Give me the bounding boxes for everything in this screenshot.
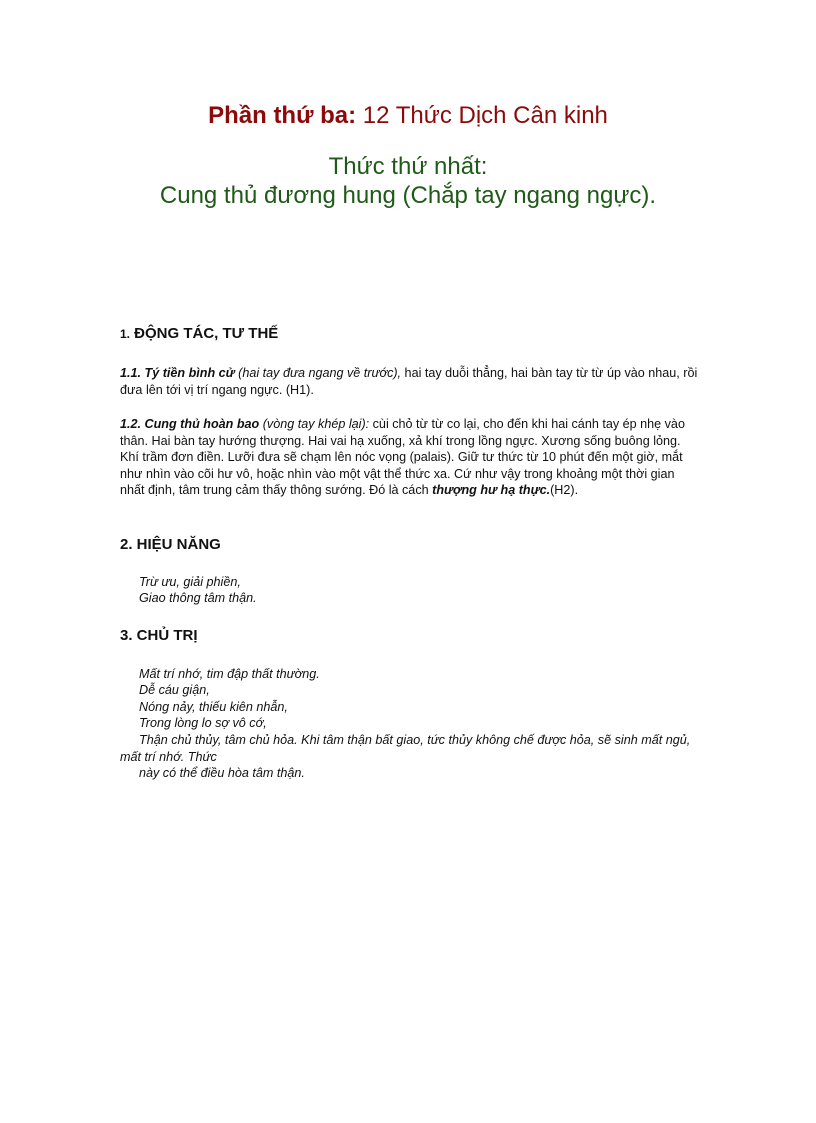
section2-line-1: Trừ ưu, giải phiền,: [139, 575, 241, 589]
part-title-rest: 12 Thức Dịch Cân kinh: [356, 102, 608, 129]
p12-lead: 1.2. Cung thủ hoàn bao: [120, 417, 260, 431]
p11-italic: (hai tay đưa ngang về trước),: [234, 366, 402, 380]
p11-rest: hai tay duỗi thẳng, hai bàn tay từ từ úp vào nhau, rồi đưa lên tới vị trí ngang ngực. (H1).: [120, 366, 698, 397]
p12-tail: (H2).: [550, 483, 579, 497]
section1-number: 1.: [120, 327, 131, 341]
section2-line-2: Giao thông tâm thận.: [139, 591, 257, 605]
section3-line-3: Nóng nảy, thiếu kiên nhẫn,: [139, 700, 288, 714]
exercise-title-line1: Thức thứ nhất:: [328, 153, 488, 180]
section3-line-1: Mất trí nhớ, tim đập thất thường.: [139, 667, 320, 681]
part-title: [0, 100, 816, 132]
p12-italic: (vòng tay khép lại):: [259, 417, 370, 431]
section3-last-line: này có thể điều hòa tâm thận.: [139, 766, 305, 780]
part-title-bold: Phần thứ ba:: [208, 102, 357, 129]
section3-heading: 3. CHỦ TRỊ: [120, 627, 198, 644]
section1-heading-text: ĐỘNG TÁC, TƯ THẾ: [130, 325, 279, 342]
p12-tail-bold: thượng hư hạ thực.: [432, 483, 551, 497]
p12-rest: cùi chỏ từ từ co lại, cho đến khi hai cánh tay ép nhẹ vào thân. Hai bàn tay hướng thượng. Hai vai hạ xuống, xả khí trong lồng ngực. Xương sống buông lỏng. Khí trầm đơn điền. Lưỡi đưa sẽ chạm lên nóc vọng (palais). Giữ tư thức từ 10 phút đến một giờ, mắt như nhìn vào cõi hư vô, hoặc nhìn vào một vật thể thức xa. Cứ như vậy trong khoảng một thời gian nhất định, tâm trung cảm thấy thông sướng. Đó là cách: [120, 417, 685, 497]
exercise-title-line2: Cung thủ đương hung (Chắp tay ngang ngực).: [159, 182, 657, 209]
paragraph-1-2: [120, 416, 700, 499]
section2-heading: 2. HIỆU NĂNG: [120, 536, 221, 553]
p11-lead: 1.1. Tý tiền bình cử: [120, 366, 235, 380]
paragraph-1-1: [120, 365, 700, 398]
section3-long-line: Thận chủ thủy, tâm chủ hỏa. Khi tâm thận bất giao, tức thủy không chế được hỏa, sẽ sinh mất ngủ, mất trí nhớ. Thức: [120, 733, 691, 764]
section3-line-2: Dễ cáu giận,: [139, 683, 210, 697]
exercise-title: [0, 152, 816, 210]
section3-line-4: Trong lòng lo sợ vô cớ,: [139, 716, 267, 730]
section1-heading: [120, 325, 278, 342]
